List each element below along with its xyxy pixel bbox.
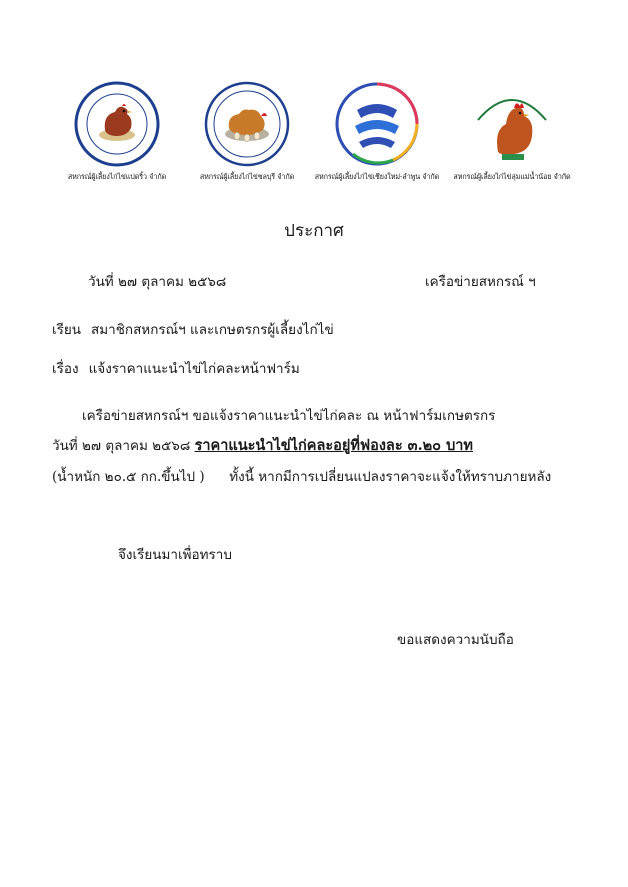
spiral-emblem-icon <box>333 80 421 168</box>
logo-caption: สหกรณ์ผู้เลี้ยงไก่ไข่แปดริ้ว จำกัด <box>67 172 167 181</box>
subject-line <box>52 357 300 379</box>
subject-value: แจ้งราคาแนะนำไข่ไก่คละหน้าฟาร์ม <box>88 361 300 377</box>
logo-row <box>0 80 628 200</box>
announcement-date: วันที่ ๒๗ ตุลาคม ๒๕๖๘ <box>88 274 227 290</box>
recommended-price: ราคาแนะนำไข่ไก่คละอยู่ที่ฟองละ ๓.๒๐ บาท <box>194 437 473 454</box>
logo-chonburi-coop <box>172 80 322 181</box>
signoff-text: ขอแสดงความนับถือ <box>397 632 514 648</box>
logo-chiangmai-lamphun-coop <box>302 80 452 181</box>
logo-caption: สหกรณ์ผู้เลี้ยงไก่ไข่ลุ่มแม่น้ำน้อย จำกัด <box>453 172 571 181</box>
recipient-value: สมาชิกสหกรณ์ฯ และเกษตรกรผู้เลี้ยงไก่ไข่ <box>91 322 334 338</box>
issuer-name: เครือข่ายสหกรณ์ ฯ <box>425 274 536 290</box>
recipient-label: เรียน <box>52 322 82 338</box>
recipient-line <box>52 318 334 340</box>
rooster-icon <box>468 80 556 168</box>
closing-text: จึงเรียนมาเพื่อทราบ <box>118 547 232 563</box>
price-change-note: ทั้งนี้ หากมีการเปลี่ยนแปลงราคาจะแจ้งให้ทราบภายหลัง <box>229 469 552 485</box>
body-line-2 <box>52 434 473 457</box>
body-line-1: เครือข่ายสหกรณ์ฯ ขอแจ้งราคาแนะนำไข่ไก่คละ ณ หน้าฟาร์มเกษตรกร <box>82 408 496 424</box>
logo-caption: สหกรณ์ผู้เลี้ยงไก่ไข่ชลบุรี จำกัด <box>199 172 295 181</box>
logo-lum-mae-nam-noi-coop <box>437 80 587 181</box>
logo-caption: สหกรณ์ผู้เลี้ยงไก่ไข่เชียงใหม่-ลำพูน จำกัด <box>314 172 440 181</box>
chicken-icon <box>73 80 161 168</box>
logo-paedriew-coop <box>42 80 192 181</box>
weight-note: (น้ำหนัก ๒๐.๕ กก.ขึ้นไป ) <box>52 469 205 485</box>
page-title: ประกาศ <box>284 221 344 241</box>
body-line-3 <box>52 465 551 487</box>
hen-with-eggs-icon <box>203 80 291 168</box>
subject-label: เรื่อง <box>52 361 79 377</box>
body-date: วันที่ ๒๗ ตุลาคม ๒๕๖๘ <box>52 438 191 454</box>
